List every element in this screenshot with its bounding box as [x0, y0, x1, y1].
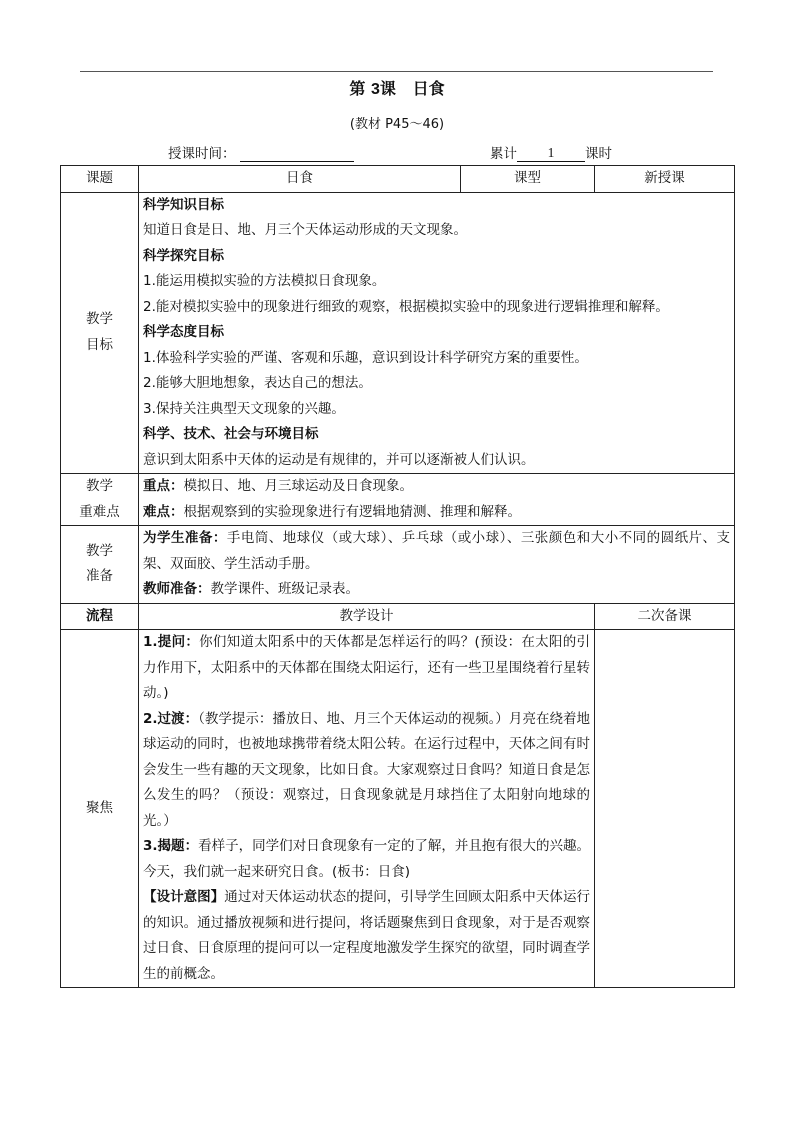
title-name: 日食: [412, 79, 445, 98]
question-step: 1.提问：你们知道太阳系中的天体都是怎样运行的吗？(预设：在太阳的引力作用下，太阳系中的天体都在围绕太阳运行，还有一些卫星围绕着行星转动。): [143, 634, 590, 701]
design-header: 教学设计: [139, 603, 595, 630]
focus-content: [139, 630, 595, 988]
objective-heading: 科学、技术、社会与环境目标: [143, 426, 319, 442]
title-mid: 课: [379, 79, 396, 98]
header-rule: [80, 71, 713, 72]
difficult-point: 难点：根据观察到的实验现象进行有逻辑地猜测、推理和解释。: [143, 503, 521, 520]
lesson-type-label: 课型: [461, 166, 595, 193]
lesson-number: 3: [370, 81, 380, 98]
total-hours: [490, 142, 612, 162]
lesson-plan-table: [60, 165, 735, 988]
objectives-label: 教学 目标: [61, 192, 139, 474]
flow-header: 流程: [61, 603, 139, 630]
objective-text: 3.保持关注典型天文现象的兴趣。: [143, 400, 345, 417]
lesson-title: [0, 76, 794, 99]
objectives-row: [61, 192, 735, 474]
topic-label: 课题: [61, 166, 139, 193]
objective-text: 2.能对模拟实验中的现象进行细致的观察，根据模拟实验中的现象进行逻辑推理和解释。: [143, 298, 669, 315]
flow-header-row: [61, 603, 735, 630]
reveal-step: 3.揭题：看样子，同学们对日食现象有一定的了解，并且抱有很大的兴趣。今天，我们就一起来研究日食。(板书：日食): [143, 838, 591, 880]
topic-row: [61, 166, 735, 193]
design-intent: 【设计意图】通过对天体运动状态的提问，引导学生回顾太阳系中天体运行的知识。通过播放视频和进行提问，将话题聚焦到日食现象，对于是否观察过日食、日食原理的提问可以一定程度地激发学生探究的欲望，同时调查学生的前概念。: [143, 889, 590, 982]
total-unit: 课时: [585, 146, 612, 162]
objective-text: 1.能运用模拟实验的方法模拟日食现象。: [143, 273, 386, 289]
total-value: 1: [517, 145, 585, 162]
textbook-pages: (教材 P45～46): [349, 117, 445, 132]
total-label: 累计: [490, 146, 517, 162]
teaching-time-label: 授课时间：: [168, 146, 236, 162]
preparation-row: [61, 526, 735, 604]
focus-row: [61, 630, 735, 988]
objectives-content: [139, 192, 735, 474]
focus-label: 聚焦: [61, 630, 139, 988]
teacher-preparation: 教师准备：教学课件、班级记录表。: [143, 581, 359, 597]
transition-step: 2.过渡：（教学提示：播放日、地、月三个天体运动的视频。）月亮在绕着地球运动的同时，也被地球携带着绕太阳公转。在运行过程中，天体之间有时会发生一些有趣的天文现象，比如日食。大家观察过日食吗？知道日食是怎么发生的吗？（预设：观察过，日食现象就是月球挡住了太阳射向地球的光。）: [143, 710, 591, 829]
topic-value: 日食: [139, 166, 461, 193]
lesson-type-value: 新授课: [595, 166, 735, 193]
keypoints-content: [139, 474, 735, 526]
teaching-time: [168, 142, 354, 162]
preparation-label: 教学 准备: [61, 526, 139, 604]
objective-heading: 科学探究目标: [143, 247, 224, 264]
objective-text: 知道日食是日、地、月三个天体运动形成的天文现象。: [143, 222, 467, 238]
objective-text: 意识到太阳系中天体的运动是有规律的，并可以逐渐被人们认识。: [143, 451, 535, 468]
keypoints-label: 教学 重难点: [61, 474, 139, 526]
objective-text: 1.体验科学实验的严谨、客观和乐趣，意识到设计科学研究方案的重要性。: [143, 349, 588, 366]
objective-heading: 科学态度目标: [143, 324, 224, 340]
revision-cell[interactable]: [595, 630, 735, 988]
teaching-time-blank[interactable]: [240, 147, 354, 162]
keypoints-row: [61, 474, 735, 526]
student-preparation: 为学生准备：手电筒、地球仪（或大球）、乒乓球（或小球）、三张颜色和大小不同的圆纸片、支架、双面胶、学生活动手册。: [143, 530, 731, 572]
preparation-content: [139, 526, 735, 604]
title-prefix: 第: [349, 79, 366, 98]
objective-text: 2.能够大胆地想象，表达自己的想法。: [143, 375, 372, 391]
objective-heading: 科学知识目标: [143, 196, 224, 213]
key-point: 重点：模拟日、地、月三球运动及日食现象。: [143, 478, 413, 494]
revision-header: 二次备课: [595, 603, 735, 630]
